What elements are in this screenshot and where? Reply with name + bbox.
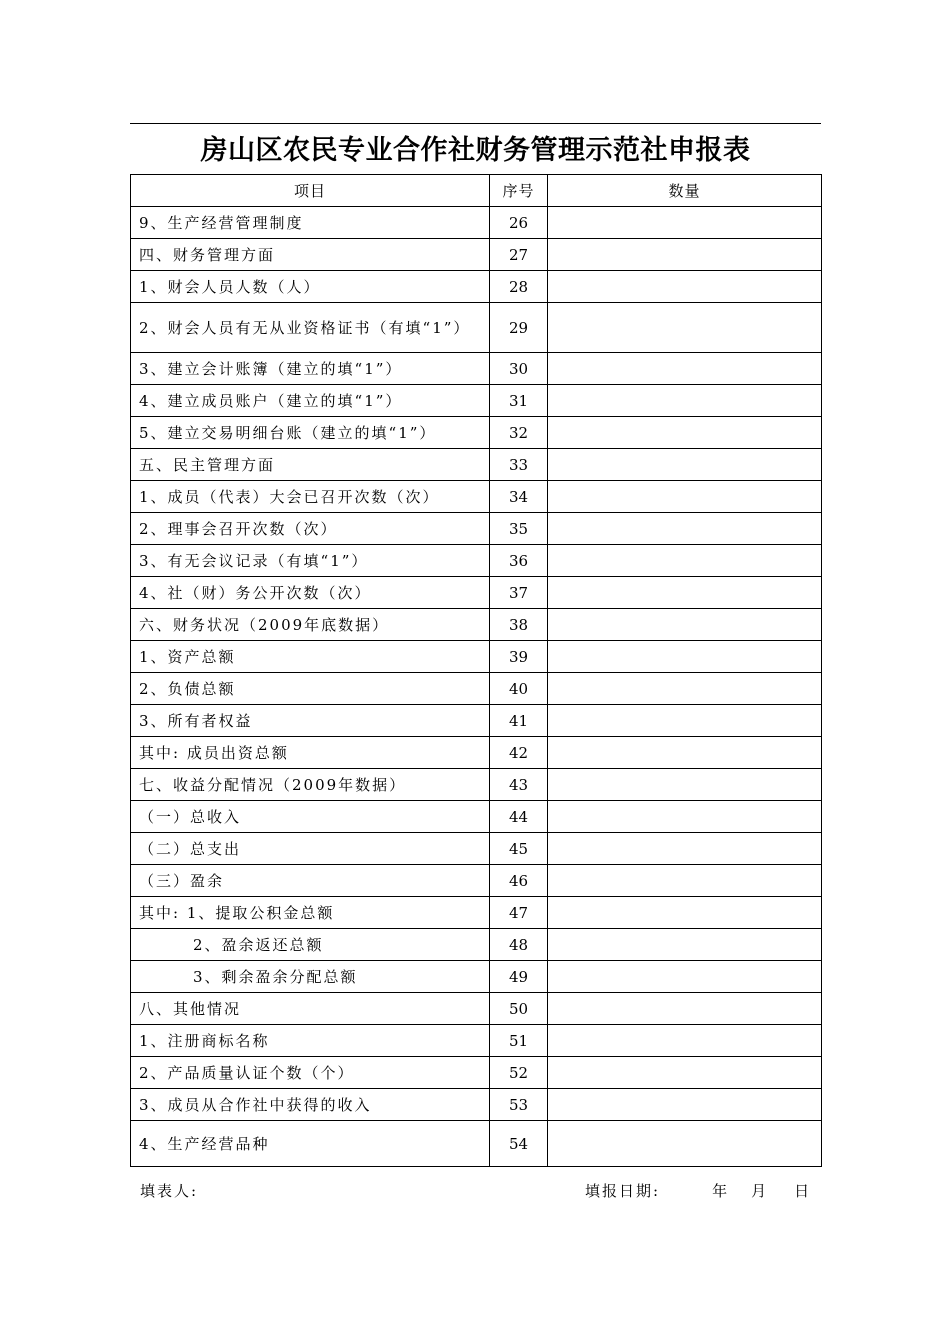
row-item: 其中: 成员出资总额 — [131, 737, 490, 769]
row-qty-cell[interactable] — [548, 513, 822, 545]
row-seq: 35 — [490, 513, 548, 545]
row-item: 六、财务状况（2009年底数据） — [131, 609, 490, 641]
table-row — [131, 961, 822, 993]
page-title: 房山区农民专业合作社财务管理示范社申报表 — [200, 135, 751, 166]
filler-label: 填表人: — [140, 1182, 199, 1200]
row-seq: 36 — [490, 545, 548, 577]
row-item: 1、成员（代表）大会已召开次数（次） — [131, 481, 490, 513]
row-seq: 43 — [490, 769, 548, 801]
table-row — [131, 545, 822, 577]
row-item: 3、剩余盈余分配总额 — [131, 961, 490, 993]
header-item: 项目 — [131, 175, 490, 207]
row-item: （二）总支出 — [131, 833, 490, 865]
row-qty-cell[interactable] — [548, 737, 822, 769]
row-qty-cell[interactable] — [548, 481, 822, 513]
row-seq: 30 — [490, 353, 548, 385]
row-qty-cell[interactable] — [548, 1121, 822, 1167]
row-item: 4、建立成员账户（建立的填“1”） — [131, 385, 490, 417]
row-item: 3、建立会计账簿（建立的填“1”） — [131, 353, 490, 385]
row-seq: 33 — [490, 449, 548, 481]
row-seq: 47 — [490, 897, 548, 929]
row-qty-cell[interactable] — [548, 833, 822, 865]
row-qty-cell[interactable] — [548, 1025, 822, 1057]
table-row — [131, 737, 822, 769]
row-qty-cell[interactable] — [548, 897, 822, 929]
row-seq: 50 — [490, 993, 548, 1025]
table-row — [131, 929, 822, 961]
table-row — [131, 865, 822, 897]
table-row — [131, 673, 822, 705]
header-seq: 序号 — [490, 175, 548, 207]
row-seq: 32 — [490, 417, 548, 449]
row-qty-cell[interactable] — [548, 705, 822, 737]
table-row — [131, 481, 822, 513]
row-qty-cell[interactable] — [548, 609, 822, 641]
table-row — [131, 705, 822, 737]
row-item: 四、财务管理方面 — [131, 239, 490, 271]
row-seq: 45 — [490, 833, 548, 865]
table-row — [131, 303, 822, 353]
row-seq: 51 — [490, 1025, 548, 1057]
row-seq: 48 — [490, 929, 548, 961]
row-item: 其中: 1、提取公积金总额 — [131, 897, 490, 929]
row-qty-cell[interactable] — [548, 207, 822, 239]
row-item: 3、成员从合作社中获得的收入 — [131, 1089, 490, 1121]
row-qty-cell[interactable] — [548, 801, 822, 833]
row-qty-cell[interactable] — [548, 961, 822, 993]
row-qty-cell[interactable] — [548, 993, 822, 1025]
row-item: 七、收益分配情况（2009年数据） — [131, 769, 490, 801]
row-seq: 29 — [490, 303, 548, 353]
table-row — [131, 993, 822, 1025]
table-row — [131, 239, 822, 271]
year-label: 年 — [712, 1182, 730, 1200]
row-qty-cell[interactable] — [548, 641, 822, 673]
row-seq: 27 — [490, 239, 548, 271]
row-item: 3、有无会议记录（有填“1”） — [131, 545, 490, 577]
row-item: 3、所有者权益 — [131, 705, 490, 737]
row-item: （一）总收入 — [131, 801, 490, 833]
row-seq: 31 — [490, 385, 548, 417]
day-label: 日 — [794, 1182, 812, 1200]
row-seq: 34 — [490, 481, 548, 513]
row-item: 2、盈余返还总额 — [131, 929, 490, 961]
application-table — [130, 174, 822, 1167]
table-header-row — [131, 175, 822, 207]
row-item: 2、负债总额 — [131, 673, 490, 705]
table-row — [131, 1057, 822, 1089]
row-item: 5、建立交易明细台账（建立的填“1”） — [131, 417, 490, 449]
row-seq: 49 — [490, 961, 548, 993]
row-qty-cell[interactable] — [548, 385, 822, 417]
row-qty-cell[interactable] — [548, 545, 822, 577]
row-seq: 38 — [490, 609, 548, 641]
table-row — [131, 207, 822, 239]
row-qty-cell[interactable] — [548, 239, 822, 271]
row-seq: 28 — [490, 271, 548, 303]
row-item: 9、生产经营管理制度 — [131, 207, 490, 239]
row-seq: 40 — [490, 673, 548, 705]
header-qty: 数量 — [548, 175, 822, 207]
row-qty-cell[interactable] — [548, 449, 822, 481]
row-qty-cell[interactable] — [548, 417, 822, 449]
row-item: 1、财会人员人数（人） — [131, 271, 490, 303]
row-qty-cell[interactable] — [548, 271, 822, 303]
row-seq: 37 — [490, 577, 548, 609]
table-row — [131, 385, 822, 417]
table-row — [131, 609, 822, 641]
table-row — [131, 801, 822, 833]
row-item: 2、财会人员有无从业资格证书（有填“1”） — [131, 303, 490, 353]
row-seq: 52 — [490, 1057, 548, 1089]
month-label: 月 — [751, 1182, 769, 1200]
row-qty-cell[interactable] — [548, 1089, 822, 1121]
row-qty-cell[interactable] — [548, 673, 822, 705]
row-seq: 26 — [490, 207, 548, 239]
row-seq: 53 — [490, 1089, 548, 1121]
table-row — [131, 1121, 822, 1167]
row-item: 五、民主管理方面 — [131, 449, 490, 481]
row-item: 2、产品质量认证个数（个） — [131, 1057, 490, 1089]
table-row — [131, 1089, 822, 1121]
row-item: 八、其他情况 — [131, 993, 490, 1025]
row-qty-cell[interactable] — [548, 353, 822, 385]
table-row — [131, 513, 822, 545]
top-rule — [130, 123, 821, 124]
row-qty-cell[interactable] — [548, 577, 822, 609]
table-row — [131, 641, 822, 673]
row-seq: 44 — [490, 801, 548, 833]
table-row — [131, 271, 822, 303]
table-row — [131, 833, 822, 865]
row-qty-cell[interactable] — [548, 303, 822, 353]
row-seq: 39 — [490, 641, 548, 673]
date-label: 填报日期: — [585, 1182, 661, 1200]
row-item: 1、资产总额 — [131, 641, 490, 673]
row-item: 1、注册商标名称 — [131, 1025, 490, 1057]
row-seq: 54 — [490, 1121, 548, 1167]
table-row — [131, 353, 822, 385]
table-row — [131, 417, 822, 449]
row-seq: 42 — [490, 737, 548, 769]
row-qty-cell[interactable] — [548, 769, 822, 801]
table-row — [131, 769, 822, 801]
row-seq: 41 — [490, 705, 548, 737]
table-row — [131, 1025, 822, 1057]
row-qty-cell[interactable] — [548, 929, 822, 961]
row-item: 2、理事会召开次数（次） — [131, 513, 490, 545]
row-seq: 46 — [490, 865, 548, 897]
table-row — [131, 897, 822, 929]
table-row — [131, 449, 822, 481]
report-date — [585, 1180, 811, 1201]
table-row — [131, 577, 822, 609]
row-qty-cell[interactable] — [548, 865, 822, 897]
row-qty-cell[interactable] — [548, 1057, 822, 1089]
row-item: 4、生产经营品种 — [131, 1121, 490, 1167]
row-item: （三）盈余 — [131, 865, 490, 897]
row-item: 4、社（财）务公开次数（次） — [131, 577, 490, 609]
